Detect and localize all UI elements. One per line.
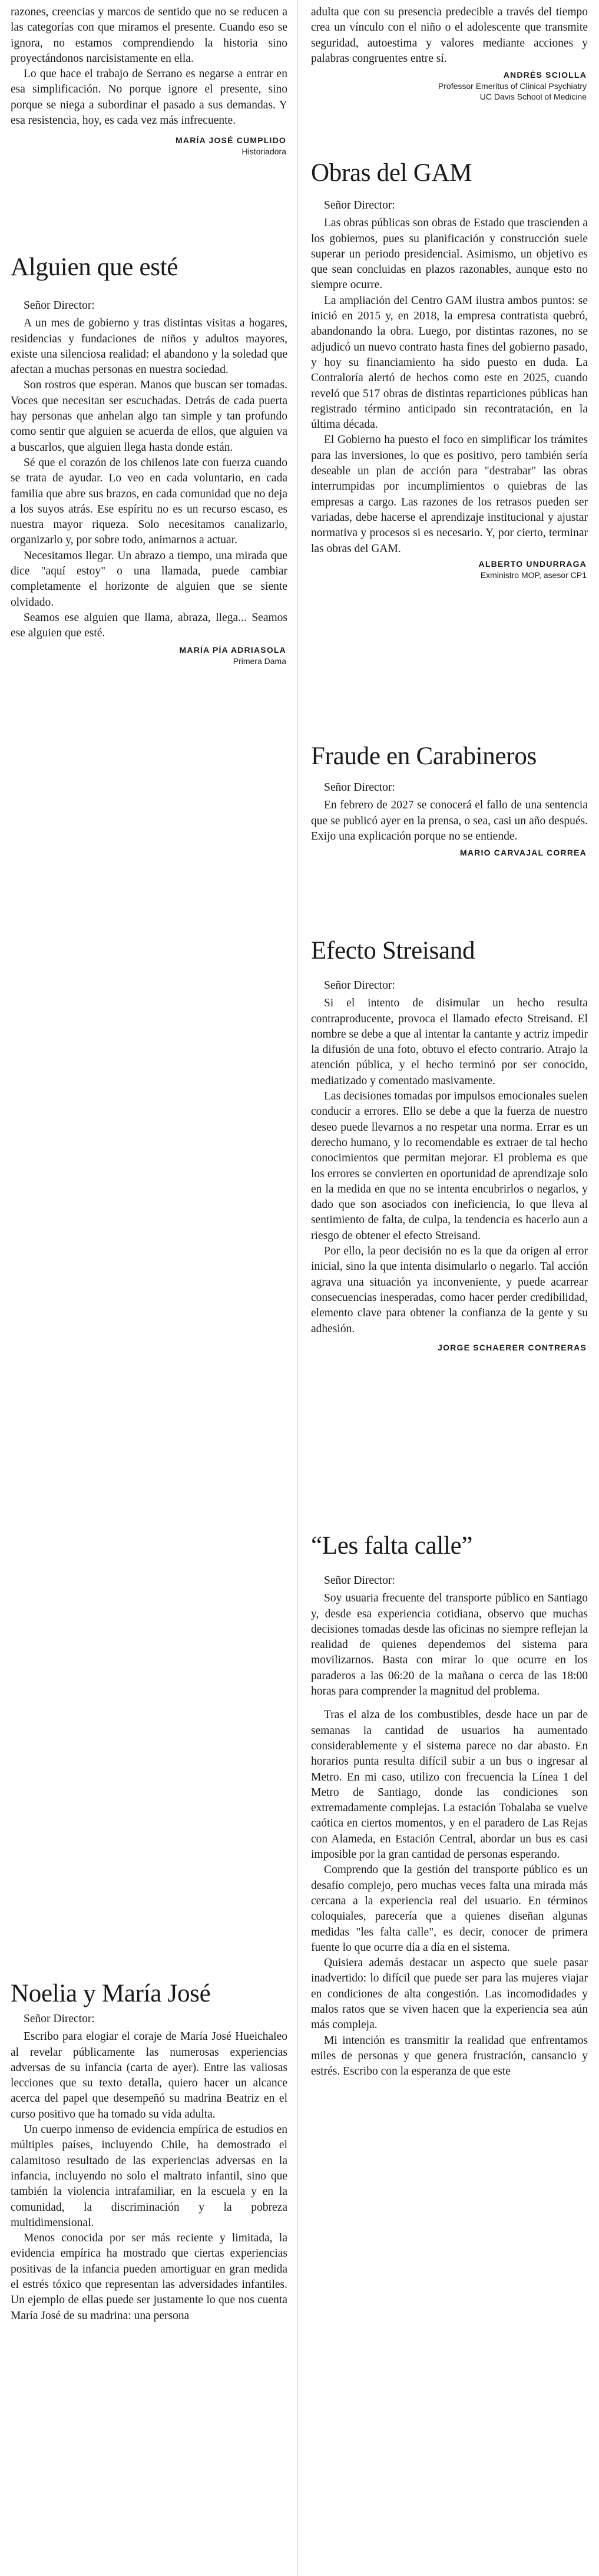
- letter-paragraph: Mi intención es transmitir la realidad que enfrentamos miles de personas y que genera frustración, cansancio y estrés. Escribo con la esperanza de que este: [311, 2034, 588, 2078]
- letter-paragraph: Menos conocida por ser más reciente y limitada, la evidencia empírica ha mostrado que ciertas experiencias positivas de la infancia pueden amortiguar en gran medida el estrés tóxico que representan las adversidades infantiles. Un ejemplo de ellas puede ser justamente lo que nos cuenta María José de su madrina: una persona: [11, 2232, 287, 2322]
- letter-signer-role: Professor Emeritus of Clinical Psychiatry: [438, 81, 587, 91]
- letter-paragraph: Seamos ese alguien que llama, abraza, llega... Seamos ese alguien que esté.: [11, 611, 287, 640]
- column-divider: [297, 0, 298, 2576]
- letter-paragraph: Son rostros que esperan. Manos que buscan ser tomadas. Voces que necesitan ser escuchadas. Detrás de cada puerta hay personas que anhelan algo tan simple y tan profundo como sentir que alguien se acuerda de ellos, que alguien va a buscarlos, que alguien llega hasta donde están.: [11, 379, 287, 454]
- letter-title: Alguien que esté: [11, 253, 178, 281]
- letter-title: Efecto Streisand: [311, 937, 475, 965]
- letter-paragraph: A un mes de gobierno y tras distintas visitas a hogares, residencias y fundaciones de niños y adultos mayores, existe una silenciosa realidad: el abandono y la soledad que afectan a muchas personas en nuestra sociedad.: [11, 317, 287, 377]
- letter-paragraph: Por ello, la peor decisión no es la que da origen al error inicial, sino la que intenta disimularlo o negarlo. Tal acción agrava una situación ya inconveniente, y puede acarrear consecuencias inesperadas, como hacer perder credibilidad, elemento clave para obtener la confianza de la gente y su adhesión.: [311, 1245, 588, 1335]
- letter-paragraph: El Gobierno ha puesto el foco en simplificar los trámites para las inversiones, lo que es positivo, pero también sería deseable un plan de acción para "destrabar" las obras interrumpidas por incumplimientos o quiebras de las empresas a cargo. Las razones de los retrasos pueden ser variadas, debe hacerse el aprendizaje institucional y ajustar normativa y procesos si es necesario. Y, por cierto, terminar las obras del GAM.: [311, 434, 588, 555]
- letter-paragraph: Lo que hace el trabajo de Serrano es negarse a entrar en esa simplificación. No porque ignore el presente, sino porque se niega a subordinar el pasado a sus demandas. Y esa resistencia, hoy, es cada vez más infrecuente.: [11, 68, 287, 127]
- letter-paragraph: Tras el alza de los combustibles, desde hace un par de semanas la cantidad de usuarios ha aumentado considerablemente y el sistema parece no dar abasto. En horarios punta resulta difícil subir a un bus o ingresar al Metro. En mi caso, utilizo con frecuencia la Línea 1 del Metro de Santiago, donde las condiciones son extremadamente complejas. La estación Tobalaba se vuelve caótica en ciertos momentos, y en el paradero de Las Rejas con Alameda, en Estación Central, abordar un bus es casi imposible por la gran cantidad de personas esperando.: [311, 1709, 588, 1861]
- letter-paragraph: Necesitamos llegar. Un abrazo a tiempo, una mirada que dice "aquí estoy" o una llamada, puede cambiar completamente el horizonte de alguien que se siente olvidado.: [11, 549, 287, 609]
- letter-paragraph: Quisiera además destacar un aspecto que suele pasar inadvertido: lo difícil que puede ser para las mujeres viajar en condiciones de alta congestión. Las incomodidades y malos ratos que se viven hacen que la experiencia sea aún más compleja.: [311, 1957, 588, 2032]
- letter-paragraph: La ampliación del Centro GAM ilustra ambos puntos: se inició en 2015 y, en 2018, la empresa contratista quebró, abandonando la obra. Luego, por distintas razones, no se adjudicó un nuevo contrato hasta fines del gobierno pasado, y hoy su financiamiento ha sido puesto en duda. La Contraloría alertó de hechos como este en 2025, cuando reveló que 517 obras de distintas reparticiones públicas han registrado término anticipado sin recontratación, en la última década.: [311, 294, 588, 431]
- letter-paragraph: Sé que el corazón de los chilenos late con fuerza cuando se trata de ayudar. Lo veo en cada voluntario, en cada familia que abre sus brazos, en cada comunidad que no deja a los suyos atrás. Ese espíritu no es un recurso escaso, es nuestra mayor riqueza. Solo necesitamos canalizarlo, organizarlo y, por sobre todo, animarnos a actuar.: [11, 456, 287, 547]
- letter-noelia-y-maria-jose: [11, 1980, 287, 2324]
- letter-salutation: Señor Director:: [24, 2013, 95, 2025]
- letter-paragraph: Las decisiones tomadas por impulsos emocionales suelen conducir a errores. Ello se debe a que la fuerza de nuestro deseo puede llevarnos a no respetar una norma. Errar es un derecho humano, y lo recomendable es extraer de tal hecho conocimientos que permitan mejorar. El problema es que los errores se convierten en oportunidad de aprendizaje solo en la medida en que no se intenta encubrirlos o negarlos, y dado que son asociados con ineficiencia, lo que lleva al sentimiento de falta, de culpa, la tendencia es hacerlo aun a riesgo de obtener el efecto Streisand.: [311, 1090, 588, 1242]
- letter-paragraph: Si el intento de disimular un hecho resulta contraproducente, provoca el llamado efecto Streisand. El nombre se debe a que al intentar la cantante y actriz impedir la difusión de una foto, obtuvo el efecto contrario. Atrajo la atención pública, y el hecho terminó por ser conocido, mediatizado y comentado masivamente.: [311, 997, 588, 1087]
- letter-title: Obras del GAM: [311, 159, 472, 187]
- letter-signature: MARÍA JOSÉ CUMPLIDO: [176, 136, 286, 146]
- letter-signature: ANDRÉS SCIOLLA: [503, 70, 587, 80]
- letter-paragraph: Escribo para elogiar el coraje de María José Hueichaleo al revelar públicamente las numerosas experiencias adversas de su infancia (carta de ayer). Entre las valiosas lecciones que su texto detalla, quiero hacer un alcance acerca del papel que desempeñó su madrina Beatriz en el curso positivo que ha tomado su vida adulta.: [11, 2030, 287, 2121]
- letter-salutation: Señor Director:: [24, 299, 95, 312]
- letter-signature: MARÍA PÍA ADRIASOLA: [179, 645, 286, 655]
- letter-signature: ALBERTO UNDURRAGA: [478, 559, 587, 569]
- letter-paragraph: En febrero de 2027 se conocerá el fallo de una sentencia que se publicó ayer en la prensa, o sea, casi un año después. Exijo una explicación porque no se entiende.: [311, 799, 588, 843]
- letter-les-falta-calle: [311, 1532, 588, 2080]
- letter-paragraph: Un cuerpo inmenso de evidencia empírica de estudios en múltiples países, incluyendo Chile, ha demostrado el calamitoso resultado de las experiencias adversas en la infancia, incluyendo no solo el maltrato infantil, sino que también la violencia intrafamiliar, en la escuela y en la comunidad, la discriminación y la pobreza multidimensional.: [11, 2123, 287, 2229]
- letter-paragraph: Comprendo que la gestión del transporte público es un desafío complejo, pero muchas veces falta una mirada más cercana a la experiencia real del usuario. En términos coloquiales, parecería que a quienes diseñan algunas medidas "les falta calle", es decir, conocer de primera fuente lo que ocurre día a día en el sistema.: [311, 1864, 588, 1954]
- letter-title: “Les falta calle”: [311, 1532, 473, 1560]
- letter-title: Noelia y María José: [11, 1980, 211, 2007]
- letter-efecto-streisand: [311, 937, 588, 1353]
- letter-continuation-cumplido: [11, 5, 287, 157]
- letter-paragraph: adulta que con su presencia predecible a través del tiempo crea un vínculo con el niño o el adolescente que transmite seguridad, autoestima y valores mediante acciones y palabras congruentes entre sí.: [311, 6, 588, 65]
- letter-signature: JORGE SCHAERER CONTRERAS: [438, 1342, 587, 1352]
- letter-continuation-sciolla: [311, 5, 588, 102]
- letter-signature: MARIO CARVAJAL CORREA: [460, 848, 587, 858]
- letter-salutation: Señor Director:: [324, 199, 395, 212]
- letter-paragraph: Soy usuaria frecuente del transporte público en Santiago y, desde esa experiencia cotidiana, observo que muchas decisiones tomadas desde las oficinas no siempre reflejan la realidad de quienes dependemos del sistema para movilizarnos. Basta con mirar lo que ocurre en los paraderos a las 06:20 de la mañana o cerca de las 18:00 horas para comprender la magnitud del problema.: [311, 1592, 588, 1698]
- letter-paragraph: razones, creencias y marcos de sentido que no se reducen a las categorías con que miramos el presente. Cuando eso se ignora, no estamos comprendiendo la historia sino proyectándonos narcisistamente en ella.: [11, 6, 287, 65]
- letter-alguien-que-este: [11, 253, 287, 666]
- letter-signer-affiliation: UC Davis School of Medicine: [479, 92, 587, 102]
- letter-obras-del-gam: [311, 159, 588, 580]
- letter-salutation: Señor Director:: [324, 1574, 395, 1587]
- letter-signer-role: Exministro MOP, asesor CP1: [480, 570, 587, 580]
- letter-title: Fraude en Carabineros: [311, 742, 537, 770]
- letter-paragraph: Las obras públicas son obras de Estado que trascienden a los gobiernos, pues su planificación y construcción suele superar un periodo presidencial. Asimismo, un objetivo es que sean concluidas en plazos razonables, aunque esto no siempre ocurre.: [311, 217, 588, 292]
- letter-signer-role: Primera Dama: [233, 656, 286, 666]
- letter-fraude-en-carabineros: [311, 742, 588, 858]
- letter-salutation: Señor Director:: [324, 781, 395, 794]
- letter-signer-role: Historiadora: [241, 147, 286, 157]
- letter-salutation: Señor Director:: [324, 979, 395, 992]
